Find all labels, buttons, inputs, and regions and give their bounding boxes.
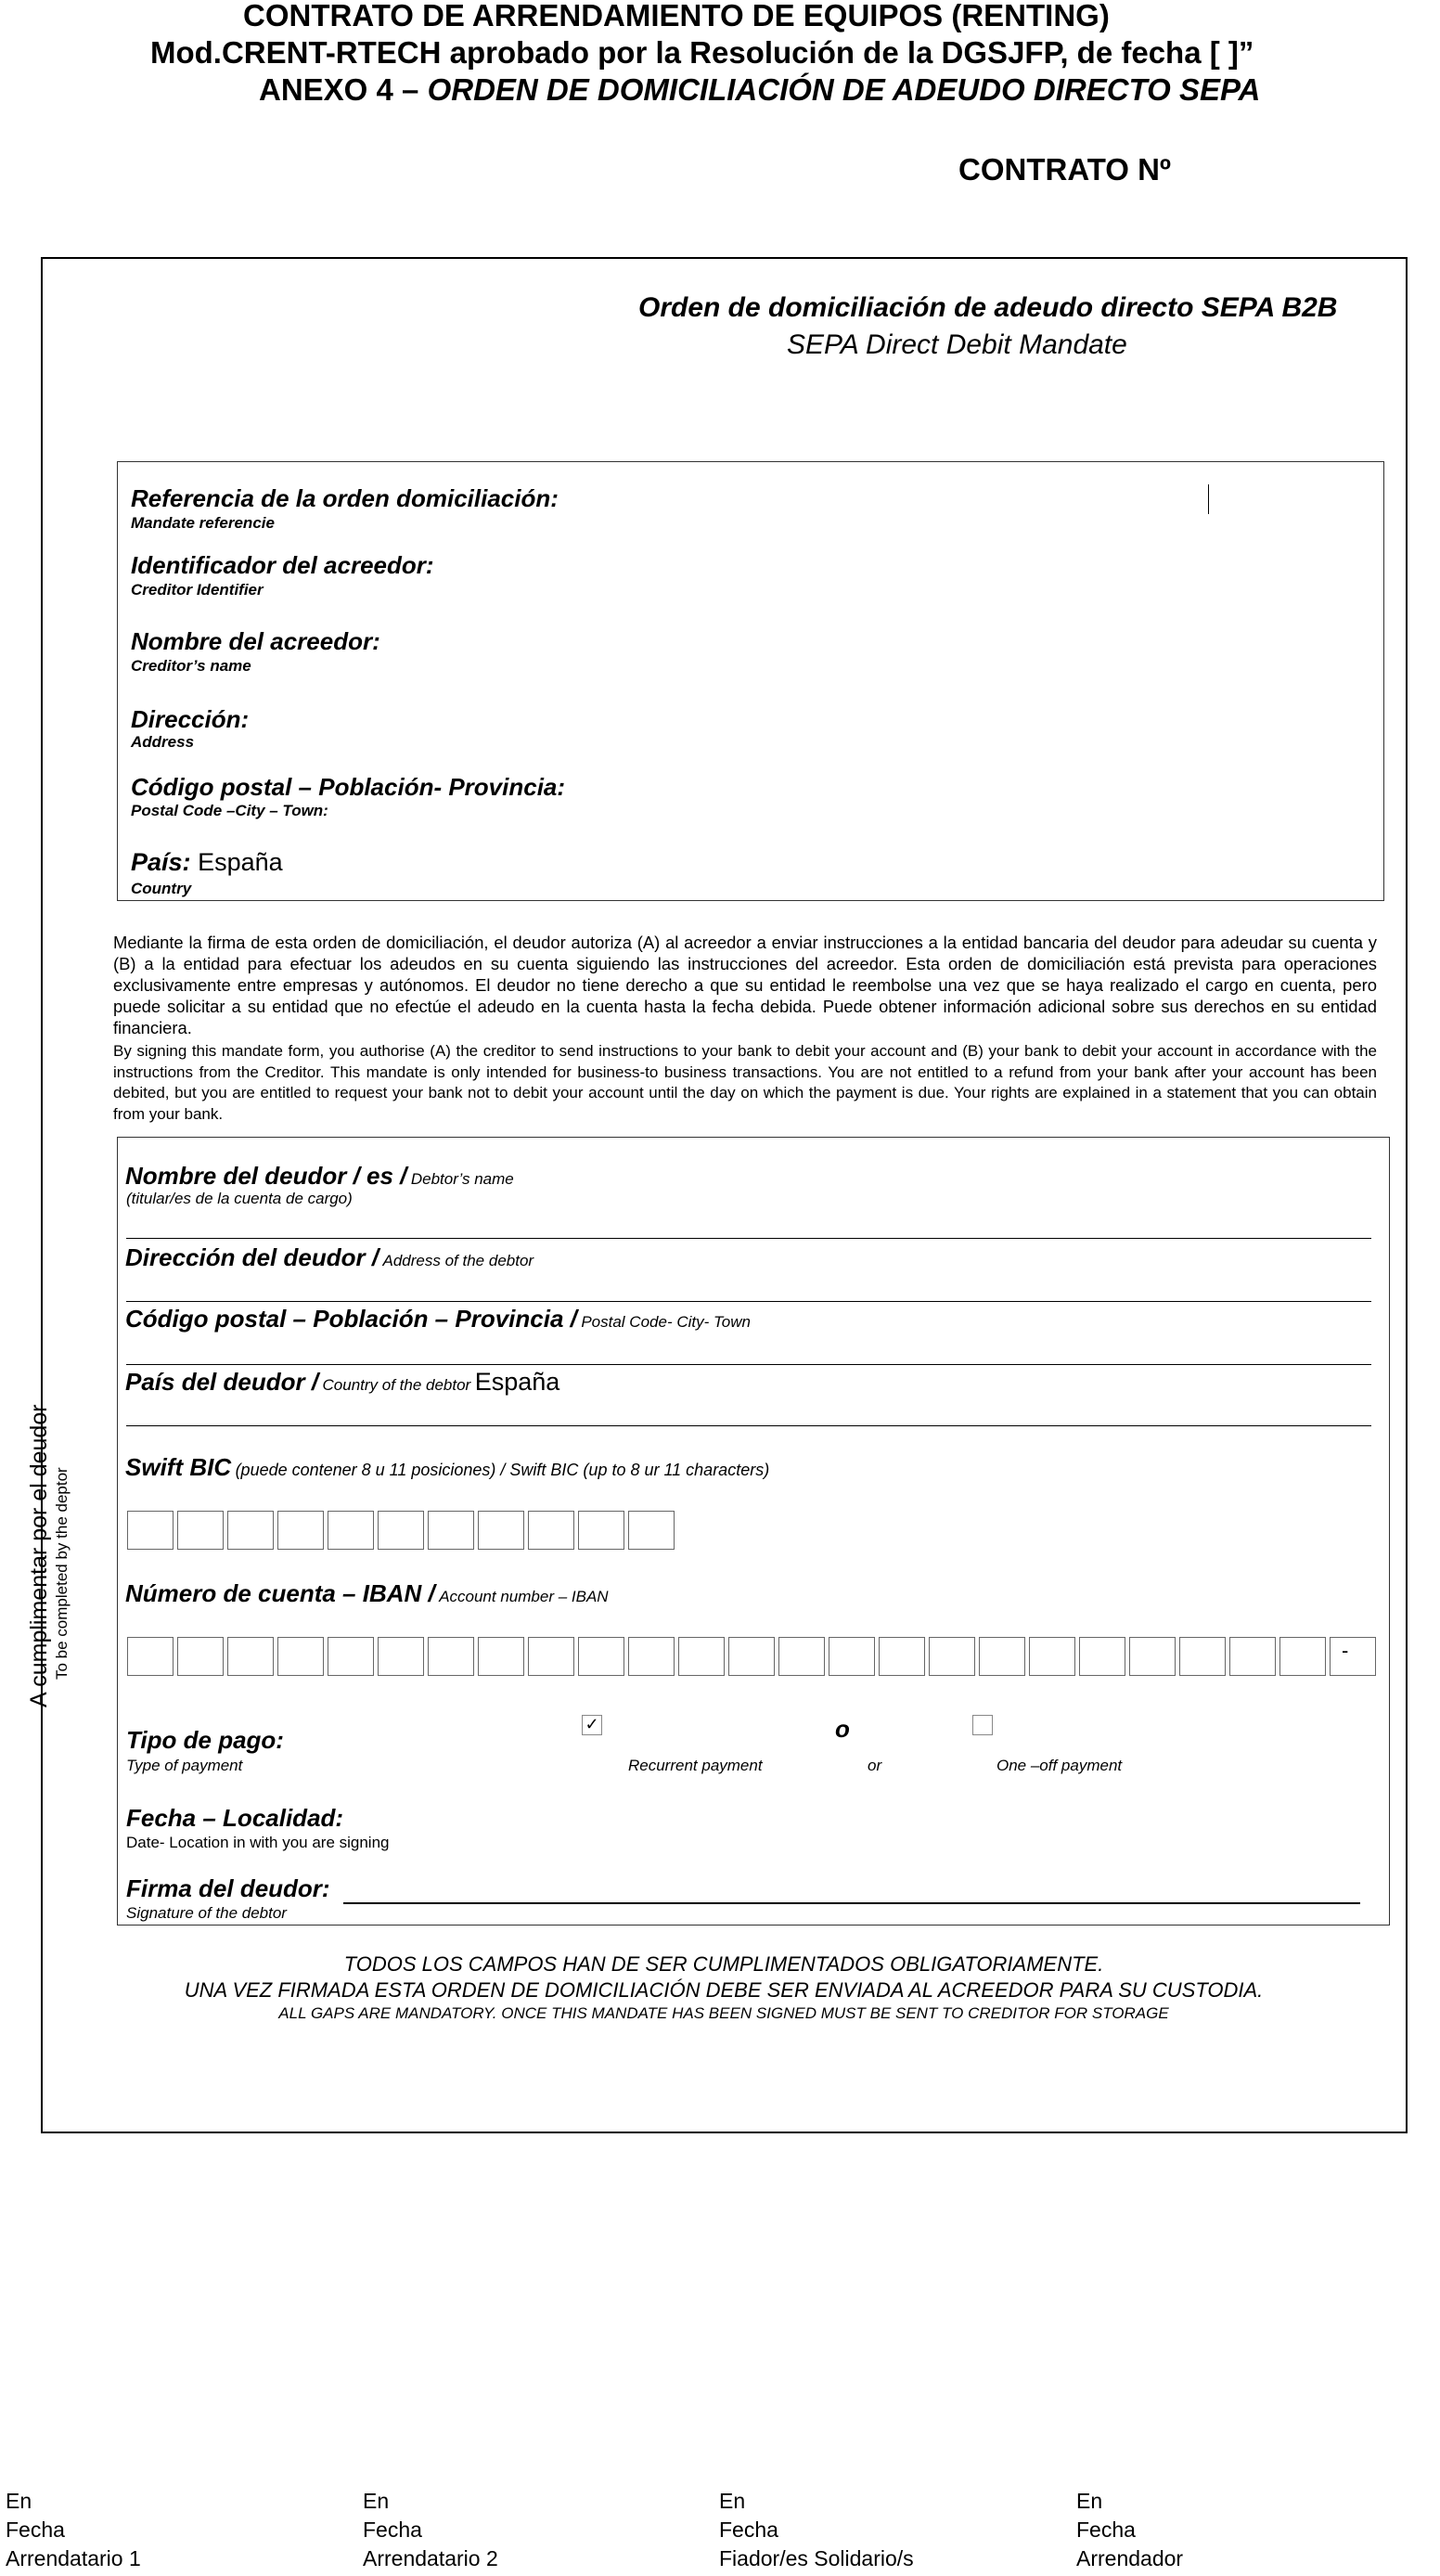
sig2-en: En xyxy=(363,2489,390,2513)
signature-line[interactable] xyxy=(343,1902,1360,1904)
oneoff-label: One –off payment xyxy=(996,1757,1123,1774)
swift-note: (puede contener 8 u 11 posiciones) / Swift BIC (up to 8 ur 11 characters) xyxy=(235,1461,770,1479)
mandate-ref-label: Referencia de la orden domiciliación: xyxy=(131,484,559,512)
sig2-fecha: Fecha xyxy=(363,2518,422,2542)
debtor-side-sub: To be completed by the deptor xyxy=(53,1467,71,1680)
creditor-name-label: Nombre del acreedor: xyxy=(131,627,380,655)
debtor-side-label xyxy=(26,1243,71,1707)
date-location-label: Fecha – Localidad: xyxy=(126,1804,344,1832)
iban-cell[interactable] xyxy=(528,1637,574,1676)
iban-cell[interactable] xyxy=(1129,1637,1176,1676)
debtor-country-value: España xyxy=(474,1368,560,1396)
iban-cell[interactable] xyxy=(728,1637,775,1676)
sig1-fecha: Fecha xyxy=(6,2518,65,2542)
debtor-postal-label: Código postal – Población – Provincia / xyxy=(125,1305,577,1333)
creditor-postal-label: Código postal – Población- Provincia: xyxy=(131,773,566,801)
iban-cell[interactable] xyxy=(829,1637,875,1676)
iban-cell[interactable] xyxy=(578,1637,624,1676)
debtor-address-en: Address of the debtor xyxy=(382,1252,534,1269)
debtor-country-line[interactable] xyxy=(126,1425,1371,1426)
contract-number-label: CONTRATO Nº xyxy=(958,152,1171,187)
model-line: Mod.CRENT-RTECH aprobado por la Resolución de la DGSJFP, de fecha [ ]” xyxy=(150,35,1254,70)
iban-cell[interactable] xyxy=(127,1637,174,1676)
creditor-country-label: País: xyxy=(131,848,191,876)
annex-italic: ORDEN DE DOMICILIACIÓN DE ADEUDO DIRECTO SEPA xyxy=(427,72,1261,107)
sig1-role: Arrendatario 1 xyxy=(6,2546,141,2570)
iban-cell[interactable] xyxy=(328,1637,374,1676)
swift-cell[interactable] xyxy=(227,1511,274,1550)
or-en-label: or xyxy=(868,1757,882,1774)
debtor-address-label: Dirección del deudor / xyxy=(125,1243,379,1271)
iban-cell[interactable] xyxy=(628,1637,675,1676)
iban-cell[interactable] xyxy=(227,1637,274,1676)
oneoff-checkbox[interactable] xyxy=(972,1715,993,1735)
iban-cell[interactable] xyxy=(1029,1637,1075,1676)
contract-title: CONTRATO DE ARRENDAMIENTO DE EQUIPOS (RENTING) xyxy=(243,0,1110,32)
iban xyxy=(125,1579,609,1608)
debtor-name-en: Debtor’s name xyxy=(410,1170,514,1188)
iban-cell[interactable] xyxy=(678,1637,725,1676)
sig1-en: En xyxy=(6,2489,32,2513)
swift-cell[interactable] xyxy=(177,1511,224,1550)
signature-block-4 xyxy=(1076,2487,1183,2573)
footer-line2: UNA VEZ FIRMADA ESTA ORDEN DE DOMICILIACIÓN DEBE SER ENVIADA AL ACREEDOR PARA SU CUSTODIA. xyxy=(184,1978,1264,2002)
signature-label: Firma del deudor: xyxy=(126,1874,330,1902)
sig3-role: Fiador/es Solidario/s xyxy=(719,2546,914,2570)
creditor-country xyxy=(131,848,283,877)
text-cursor xyxy=(1208,484,1209,514)
iban-cell[interactable] xyxy=(929,1637,975,1676)
creditor-country-value: España xyxy=(198,848,283,876)
annex-title xyxy=(259,72,1260,108)
swift-cell[interactable] xyxy=(378,1511,424,1550)
iban-en: Account number – IBAN xyxy=(439,1588,609,1605)
debtor-country-label: País del deudor / xyxy=(125,1368,319,1396)
sig4-fecha: Fecha xyxy=(1076,2518,1136,2542)
debtor-name-label: Nombre del deudor / es / xyxy=(125,1162,407,1190)
swift-cell[interactable] xyxy=(127,1511,174,1550)
debtor-address xyxy=(125,1243,534,1272)
or-label: o xyxy=(835,1715,850,1743)
iban-cell[interactable] xyxy=(1330,1637,1376,1676)
creditor-name-sub: Creditor’s name xyxy=(131,657,251,675)
mandate-ref-sub: Mandate referencie xyxy=(131,514,275,532)
creditor-box xyxy=(117,461,1384,901)
iban-cell[interactable] xyxy=(778,1637,825,1676)
swift-cell[interactable] xyxy=(277,1511,324,1550)
swift-cell[interactable] xyxy=(478,1511,524,1550)
debtor-country-en: Country of the debtor xyxy=(322,1376,471,1394)
iban-cell[interactable] xyxy=(428,1637,474,1676)
debtor-name-line[interactable] xyxy=(126,1238,1371,1239)
swift-cell[interactable] xyxy=(528,1511,574,1550)
debtor-postal-line[interactable] xyxy=(126,1364,1371,1365)
creditor-address-sub: Address xyxy=(131,733,195,751)
creditor-country-sub: Country xyxy=(131,880,192,897)
iban-cell[interactable] xyxy=(177,1637,224,1676)
iban-cell[interactable] xyxy=(1079,1637,1125,1676)
debtor-side-title: A cumplimentar por el deudor xyxy=(26,1404,52,1707)
payment-type-label: Tipo de pago: xyxy=(126,1726,284,1754)
iban-cell[interactable] xyxy=(879,1637,925,1676)
iban-label: Número de cuenta – IBAN / xyxy=(125,1579,435,1607)
swift-cell[interactable] xyxy=(578,1511,624,1550)
footer-line3: ALL GAPS ARE MANDATORY. ONCE THIS MANDATE HAS BEEN SIGNED MUST BE SENT TO CREDITOR FOR STORAGE xyxy=(278,2004,1169,2022)
signature-block-1 xyxy=(6,2487,141,2573)
swift-label: Swift BIC xyxy=(125,1453,232,1481)
debtor-address-line[interactable] xyxy=(126,1301,1371,1302)
iban-cell[interactable] xyxy=(1279,1637,1326,1676)
sig4-role: Arrendador xyxy=(1076,2546,1184,2570)
iban-cell[interactable] xyxy=(979,1637,1025,1676)
signature-block-3 xyxy=(719,2487,914,2573)
mandate-title: Orden de domiciliación de adeudo directo SEPA B2B xyxy=(638,292,1338,323)
signature-block-2 xyxy=(363,2487,498,2573)
creditor-address-label: Dirección: xyxy=(131,705,250,733)
iban-cell[interactable] xyxy=(1229,1637,1276,1676)
recurrent-label: Recurrent payment xyxy=(628,1757,763,1774)
recurrent-checkbox[interactable]: ✓ xyxy=(582,1715,602,1735)
mandate-subtitle: SEPA Direct Debit Mandate xyxy=(787,329,1127,360)
debtor-name xyxy=(125,1162,514,1191)
sig2-role: Arrendatario 2 xyxy=(363,2546,498,2570)
iban-cell[interactable] xyxy=(378,1637,424,1676)
signature-sub: Signature of the debtor xyxy=(126,1904,287,1922)
payment-type-sub: Type of payment xyxy=(126,1757,243,1774)
iban-dash: - xyxy=(1342,1639,1349,1662)
swift-cell[interactable] xyxy=(428,1511,474,1550)
footer-line1: TODOS LOS CAMPOS HAN DE SER CUMPLIMENTADOS OBLIGATORIAMENTE. xyxy=(343,1952,1104,1976)
creditor-id-sub: Creditor Identifier xyxy=(131,581,264,599)
iban-cell[interactable] xyxy=(1179,1637,1226,1676)
swift-cell[interactable] xyxy=(328,1511,374,1550)
date-location-sub: Date- Location in with you are signing xyxy=(126,1834,390,1851)
creditor-id-label: Identificador del acreedor: xyxy=(131,551,434,579)
creditor-postal-sub: Postal Code –City – Town: xyxy=(131,802,328,819)
sig4-en: En xyxy=(1076,2489,1103,2513)
iban-cell[interactable] xyxy=(478,1637,524,1676)
swift xyxy=(125,1453,769,1482)
iban-cell[interactable] xyxy=(277,1637,324,1676)
debtor-postal xyxy=(125,1305,751,1333)
legal-text-es: Mediante la firma de esta orden de domiciliación, el deudor autoriza (A) al acreedor a enviar instrucciones a la entidad bancaria del deudor para adeudar su cuenta y (B) a la entidad para efectuar los adeudos en su cuenta siguiendo las instrucciones del acreedor. Esta orden de domiciliación está prevista para operaciones exclusivamente entre empresas y autónomos. El deudor no tiene derecho a que su entidad le reembolse una vez que se haya realizado el cargo en cuenta, pero puede solicitar a su entidad que no efectúe el adeudo en la cuenta hasta la fecha debida. Puede obtener información adicional sobre sus derechos en su entidad financiera. xyxy=(113,933,1377,1037)
debtor-country xyxy=(125,1368,559,1397)
sig3-fecha: Fecha xyxy=(719,2518,778,2542)
debtor-name-sub: (titular/es de la cuenta de cargo) xyxy=(126,1190,353,1207)
swift-cell[interactable] xyxy=(628,1511,675,1550)
sig3-en: En xyxy=(719,2489,746,2513)
annex-prefix: ANEXO 4 – xyxy=(259,72,428,107)
legal-text-en: By signing this mandate form, you authorise (A) the creditor to send instructions to your bank to debit your account and (B) your bank to debit your account in accordance with the instructions from the Creditor. This mandate is only intended for business-to business transactions. You are not entitled to a refund from your bank after your account has been debited, but you are entitled to request your bank not to debit your account until the day on which the payment is due. Your rights are explained in a statement that you can obtain from your bank. xyxy=(113,1042,1377,1123)
debtor-postal-en: Postal Code- City- Town xyxy=(581,1313,751,1331)
